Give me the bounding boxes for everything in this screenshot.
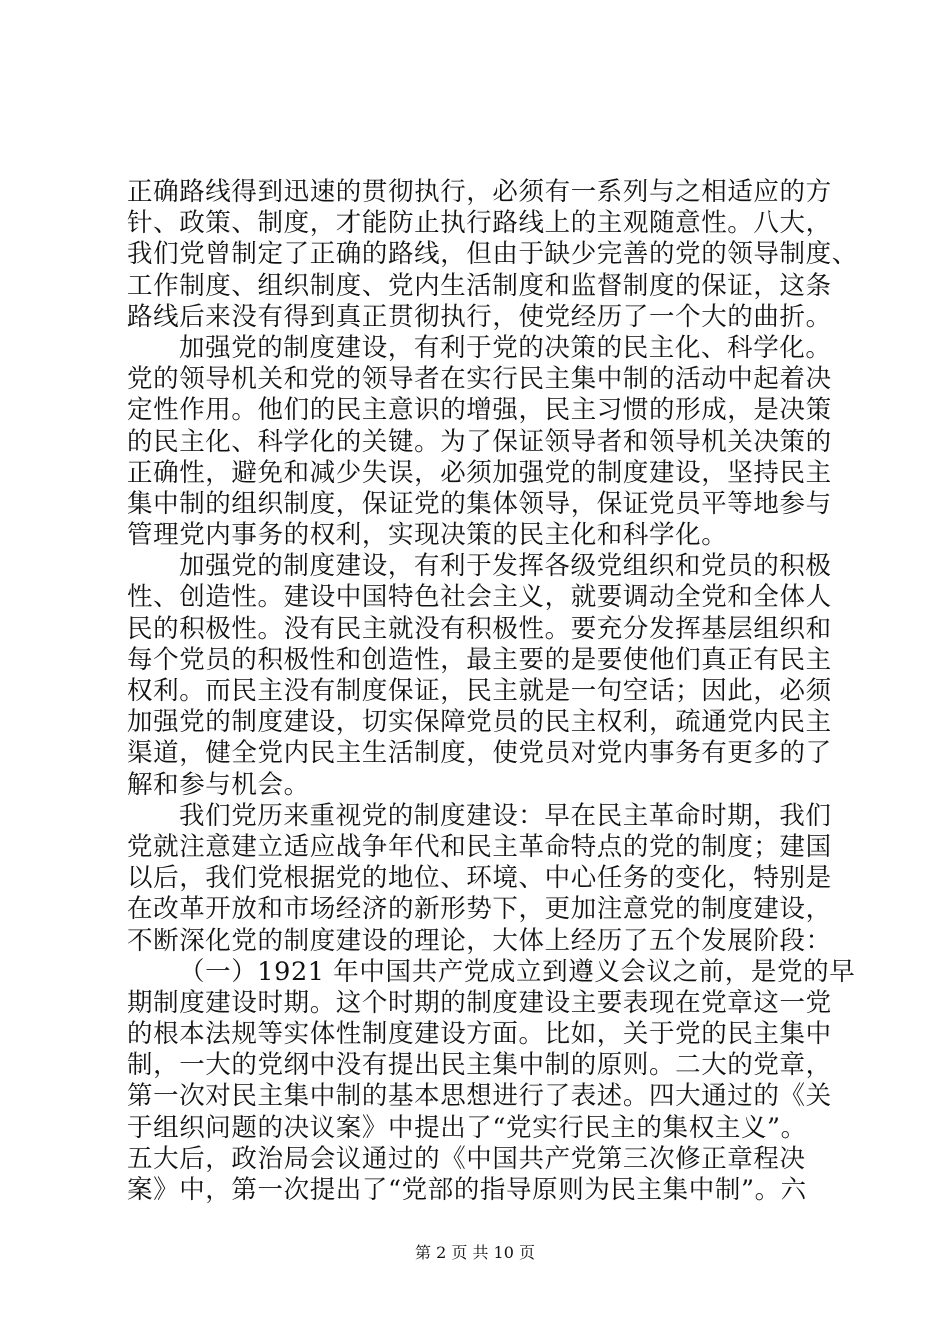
paragraph-start-line: 加强党的制度建设，有利于党的决策的民主化、科学化。 (179, 332, 832, 363)
text-line: 管理党内事务的权利，实现决策的民主化和科学化。 (127, 520, 728, 551)
paragraph-start-line: （一）1921 年中国共产党成立到遵义会议之前，是党的早 (179, 956, 856, 987)
document-body (127, 177, 858, 1206)
text-line: 渠道，健全党内民主生活制度，使党员对党内事务有更多的了 (127, 738, 832, 769)
text-line: 正确路线得到迅速的贯彻执行，必须有一系列与之相适应的方 (127, 177, 832, 207)
text-line: 性、创造性。建设中国特色社会主义，就要调动全党和全体人 (127, 582, 832, 613)
text-line: 每个党员的积极性和创造性，最主要的是要使他们真正有民主 (127, 644, 832, 675)
text-line: 的根本法规等实体性制度建设方面。比如，关于党的民主集中 (127, 1019, 832, 1050)
text-line: 权利。而民主没有制度保证，民主就是一句空话；因此，必须 (127, 676, 832, 706)
text-line: 工作制度、组织制度、党内生活制度和监督制度的保证，这条 (127, 270, 832, 301)
text-line: 解和参与机会。 (127, 769, 310, 800)
text-line: 以后，我们党根据党的地位、环境、中心任务的变化，特别是 (127, 863, 832, 894)
text-line: 于组织问题的决议案》中提出了“党实行民主的集权主义”。 (127, 1112, 807, 1143)
text-line: 不断深化党的制度建设的理论，大体上经历了五个发展阶段： (127, 925, 832, 956)
page-number-footer: 第 2 页 共 10 页 (415, 1243, 535, 1262)
text-line: 针、政策、制度，才能防止执行路线上的主观随意性。八大， (127, 208, 832, 239)
text-line: 我们党曾制定了正确的路线，但由于缺少完善的党的领导制度、 (127, 239, 858, 270)
text-line: 制，一大的党纲中没有提出民主集中制的原则。二大的党章， (127, 1050, 832, 1081)
text-line: 正确性，避免和减少失误，必须加强党的制度建设，坚持民主 (127, 457, 832, 488)
text-line: 案》中，第一次提出了“党部的指导原则为民主集中制”。六 (127, 1175, 807, 1205)
text-line: 五大后，政治局会议通过的《中国共产党第三次修正章程决 (127, 1143, 806, 1174)
paragraph-start-line: 我们党历来重视党的制度建设：早在民主革命时期，我们 (179, 800, 832, 831)
text-line: 期制度建设时期。这个时期的制度建设主要表现在党章这一党 (127, 987, 832, 1018)
text-line: 在改革开放和市场经济的新形势下，更加注意党的制度建设， (127, 894, 832, 925)
text-line: 路线后来没有得到真正贯彻执行，使党经历了一个大的曲折。 (127, 301, 832, 332)
text-line: 第一次对民主集中制的基本思想进行了表述。四大通过的《关 (127, 1081, 832, 1112)
text-line: 党的领导机关和党的领导者在实行民主集中制的活动中起着决 (127, 364, 832, 395)
text-line: 集中制的组织制度，保证党的集体领导，保证党员平等地参与 (127, 488, 832, 519)
text-line: 的民主化、科学化的关键。为了保证领导者和领导机关决策的 (127, 426, 832, 457)
text-line: 加强党的制度建设，切实保障党员的民主权利，疏通党内民主 (127, 707, 832, 738)
text-line: 党就注意建立适应战争年代和民主革命特点的党的制度；建国 (127, 831, 832, 862)
text-line: 定性作用。他们的民主意识的增强，民主习惯的形成，是决策 (127, 395, 832, 426)
text-line: 民的积极性。没有民主就没有积极性。要充分发挥基层组织和 (127, 613, 832, 644)
paragraph-start-line: 加强党的制度建设，有利于发挥各级党组织和党员的积极 (179, 551, 832, 582)
